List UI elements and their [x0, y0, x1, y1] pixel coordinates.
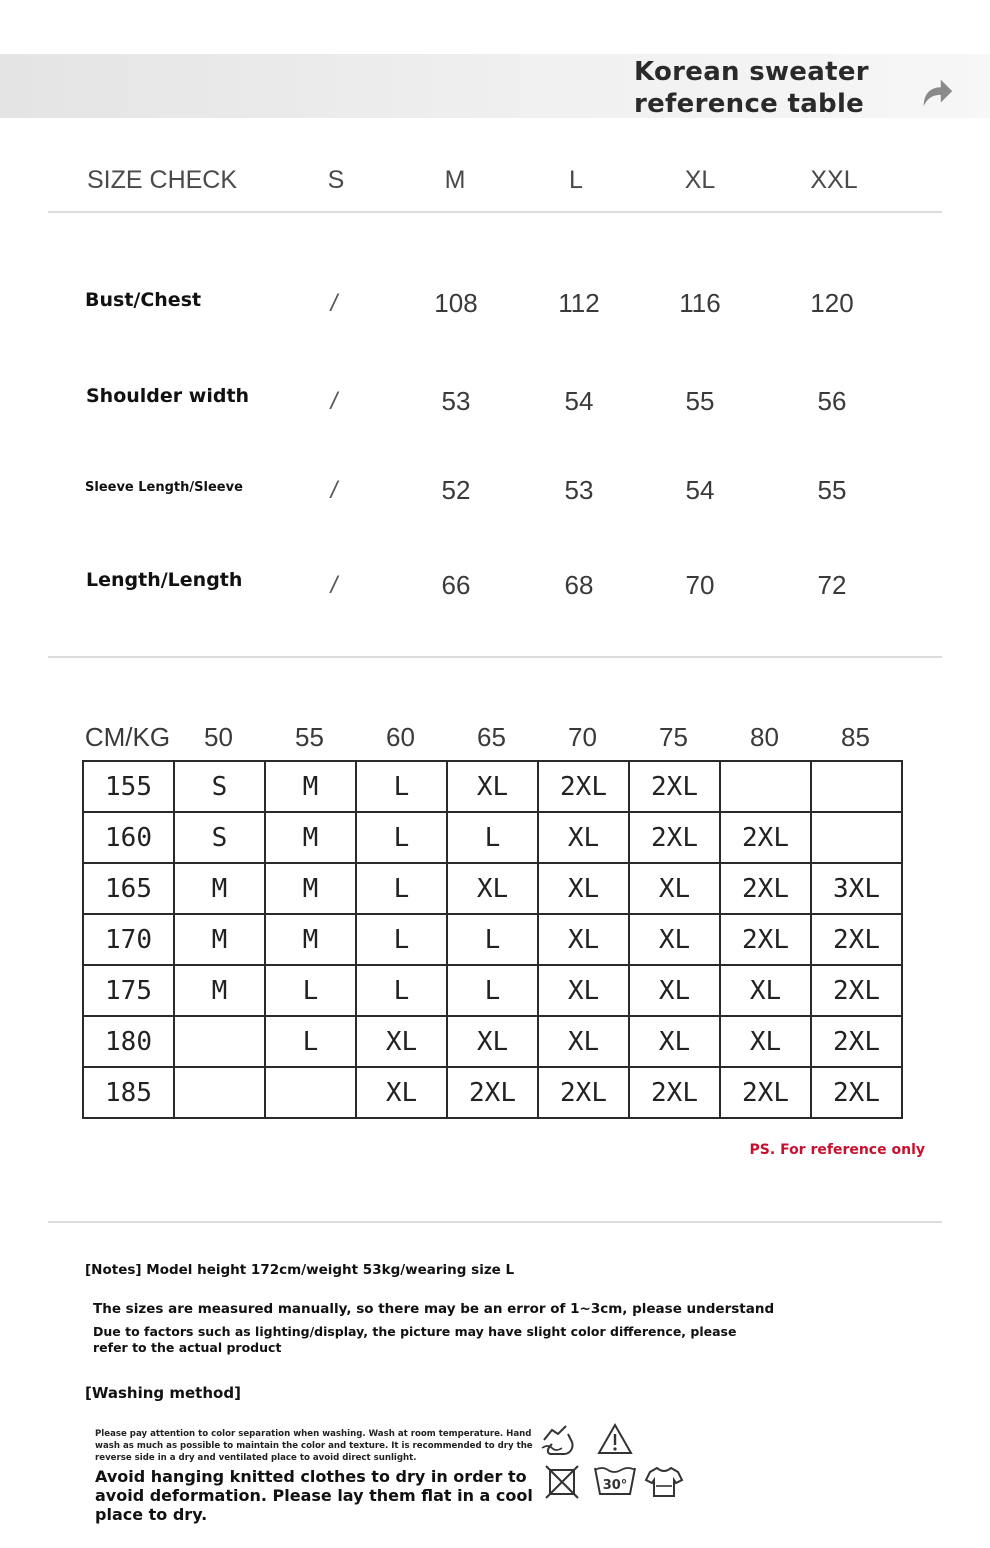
size-cell: XL — [447, 761, 538, 812]
size-cell: 2XL — [629, 761, 720, 812]
size-cell: XL — [720, 1016, 811, 1067]
size-cell: M — [265, 761, 356, 812]
size-cell: L — [447, 812, 538, 863]
weight-header: 80 — [750, 722, 779, 752]
page-title: Korean sweater reference table — [634, 57, 869, 119]
height-cell: 180 — [83, 1016, 174, 1067]
size-header-xl: XL — [684, 166, 716, 194]
cell: 66 — [441, 570, 471, 600]
size-check-header: SIZE CHECK — [87, 166, 238, 194]
table-row — [83, 914, 902, 965]
weight-header: 70 — [568, 722, 597, 752]
size-cell: L — [356, 761, 447, 812]
cell: 52 — [441, 475, 471, 505]
size-cell: XL — [629, 863, 720, 914]
size-cell: S — [174, 761, 265, 812]
size-cell: 3XL — [811, 863, 902, 914]
cell: / — [330, 572, 338, 599]
size-header-m: M — [444, 166, 466, 194]
wash-30-icon — [592, 1462, 638, 1500]
size-cell: 2XL — [447, 1067, 538, 1118]
cell: 56 — [817, 386, 847, 416]
size-header-s: S — [327, 166, 345, 194]
row-label-shoulder: Shoulder width — [86, 385, 250, 407]
height-cell: 155 — [83, 761, 174, 812]
size-cell — [811, 761, 902, 812]
cell: 55 — [685, 386, 715, 416]
weight-header: 60 — [386, 722, 415, 752]
table-row — [83, 812, 902, 863]
washing-instructions: Please pay attention to color separation when washing. Wash at room temperature. Hand wash as much as possible to maintain the color and texture. It is recommended to dry the reverse side in a dry and ventilated place to avoid direct sunlight. — [95, 1429, 533, 1463]
size-cell: 2XL — [811, 1016, 902, 1067]
drying-instructions: Avoid hanging knitted clothes to dry in order to avoid deformation. Please lay them flat in a cool place to dry. — [95, 1467, 533, 1524]
share-arrow-icon[interactable] — [918, 74, 956, 112]
no-tumble-dry-icon — [544, 1464, 580, 1500]
weight-header: 50 — [204, 722, 233, 752]
size-cell — [174, 1067, 265, 1118]
size-cell: XL — [356, 1067, 447, 1118]
size-cell — [265, 1067, 356, 1118]
height-cell: 160 — [83, 812, 174, 863]
cell: 108 — [434, 288, 478, 318]
height-cell: 170 — [83, 914, 174, 965]
size-cell: 2XL — [811, 965, 902, 1016]
size-cell: XL — [538, 812, 629, 863]
cell: 112 — [558, 288, 600, 318]
height-weight-table — [82, 760, 903, 1119]
size-cell: 2XL — [629, 812, 720, 863]
cell: 72 — [817, 570, 847, 600]
table-row — [83, 1067, 902, 1118]
weight-header: 85 — [841, 722, 870, 752]
size-cell: XL — [629, 914, 720, 965]
size-cell: L — [356, 914, 447, 965]
size-cell: 2XL — [811, 914, 902, 965]
size-cell: 2XL — [720, 863, 811, 914]
row-label-length: Length/Length — [86, 569, 243, 591]
size-cell: XL — [538, 965, 629, 1016]
hand-wash-icon — [540, 1420, 580, 1458]
size-cell — [720, 761, 811, 812]
table-row — [83, 761, 902, 812]
size-cell: M — [265, 863, 356, 914]
cell: 53 — [564, 475, 594, 505]
size-cell — [174, 1016, 265, 1067]
cell: / — [330, 477, 338, 504]
weight-header: 65 — [477, 722, 506, 752]
cell: 55 — [817, 475, 847, 505]
size-cell: L — [356, 812, 447, 863]
divider — [48, 1221, 942, 1223]
size-cell: 2XL — [811, 1067, 902, 1118]
washing-title: [Washing method] — [85, 1384, 241, 1402]
size-cell: S — [174, 812, 265, 863]
cell: 54 — [685, 475, 715, 505]
table-row — [83, 863, 902, 914]
wash-temperature: 30° — [602, 1478, 628, 1493]
size-cell: L — [356, 965, 447, 1016]
weight-header: 55 — [295, 722, 324, 752]
cell: 68 — [564, 570, 594, 600]
size-cell: L — [447, 914, 538, 965]
size-cell: 2XL — [538, 761, 629, 812]
size-cell: 2XL — [720, 914, 811, 965]
size-cell: L — [447, 965, 538, 1016]
size-cell: XL — [538, 1016, 629, 1067]
model-note: [Notes] Model height 172cm/weight 53kg/wearing size L — [85, 1262, 515, 1278]
table-row — [83, 1016, 902, 1067]
size-cell: L — [265, 965, 356, 1016]
size-cell: M — [174, 863, 265, 914]
size-cell: 2XL — [538, 1067, 629, 1118]
size-cell: L — [265, 1016, 356, 1067]
size-cell: XL — [629, 1016, 720, 1067]
height-cell: 165 — [83, 863, 174, 914]
reference-note: PS. For reference only — [749, 1142, 925, 1158]
size-cell: L — [356, 863, 447, 914]
weight-header-cmkg: CM/KG — [84, 722, 171, 752]
flat-dry-shirt-icon — [644, 1464, 684, 1500]
row-label-bust: Bust/Chest — [85, 289, 202, 311]
size-cell — [811, 812, 902, 863]
cell: / — [330, 290, 338, 317]
cell: 54 — [564, 386, 594, 416]
cell: 70 — [685, 570, 715, 600]
size-cell: XL — [538, 863, 629, 914]
divider — [48, 211, 942, 213]
size-cell: M — [265, 812, 356, 863]
size-cell: 2XL — [720, 812, 811, 863]
size-header-xxl: XXL — [810, 166, 858, 194]
size-cell: M — [174, 914, 265, 965]
warning-icon — [596, 1422, 634, 1456]
size-cell: XL — [538, 914, 629, 965]
cell: 120 — [810, 288, 854, 318]
size-cell: XL — [447, 1016, 538, 1067]
size-header-l: L — [569, 166, 583, 194]
row-label-sleeve: Sleeve Length/Sleeve — [85, 480, 243, 495]
size-cell: M — [265, 914, 356, 965]
size-cell: XL — [720, 965, 811, 1016]
size-cell: M — [174, 965, 265, 1016]
size-cell: 2XL — [720, 1067, 811, 1118]
weight-header: 75 — [659, 722, 688, 752]
cell: 53 — [441, 386, 471, 416]
size-cell: XL — [447, 863, 538, 914]
height-cell: 185 — [83, 1067, 174, 1118]
divider — [48, 656, 942, 658]
size-cell: XL — [356, 1016, 447, 1067]
height-cell: 175 — [83, 965, 174, 1016]
measurement-note: The sizes are measured manually, so there may be an error of 1~3cm, please understand — [93, 1301, 775, 1317]
size-cell: XL — [629, 965, 720, 1016]
table-row — [83, 965, 902, 1016]
cell: 116 — [679, 288, 721, 318]
color-note: Due to factors such as lighting/display, the picture may have slight color difference, please refer to the actual product — [93, 1324, 737, 1355]
size-cell: 2XL — [629, 1067, 720, 1118]
cell: / — [330, 388, 338, 415]
